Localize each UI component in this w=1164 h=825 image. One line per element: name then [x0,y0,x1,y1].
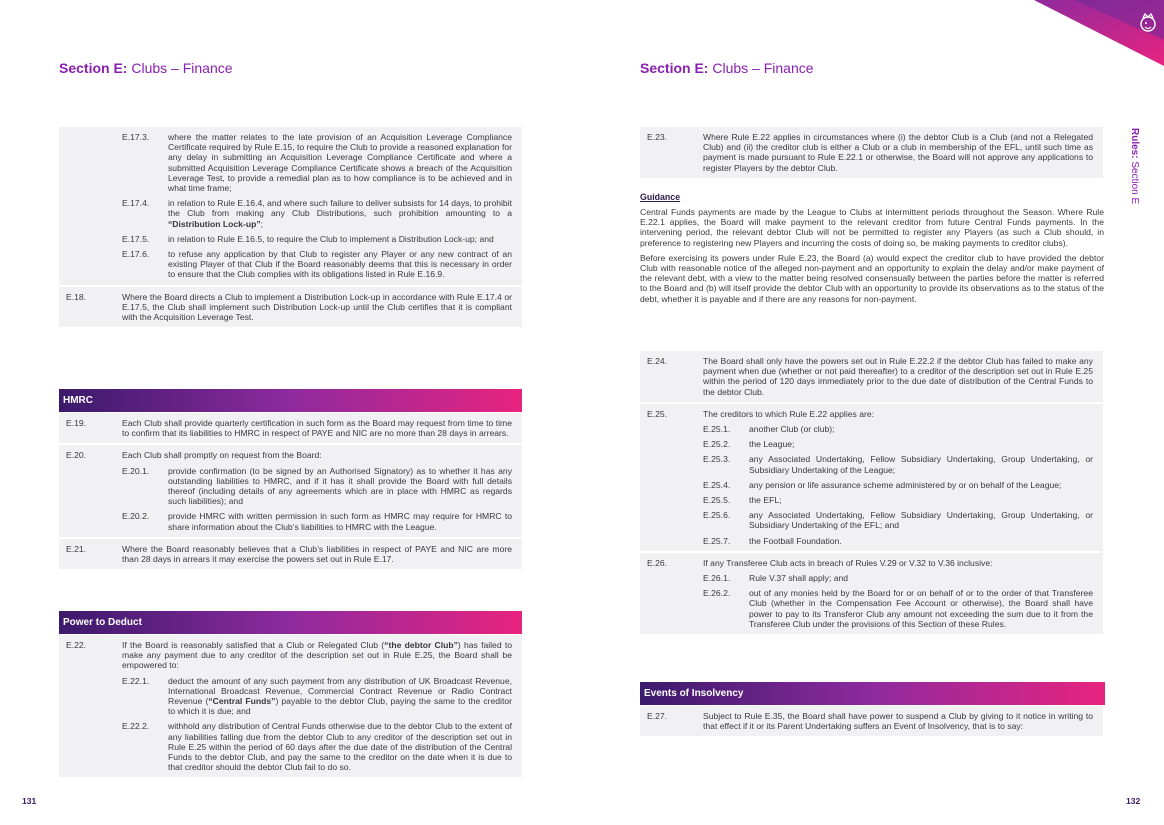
sub-rule-text: Rule V.37 shall apply; and [749,573,849,584]
right-rules-block-2 [640,351,1103,634]
sub-rule-text: the League; [749,439,795,450]
left-rules-block-2 [59,413,522,569]
sub-rule [122,198,512,229]
sub-rule-number: E.26.1. [703,573,731,584]
rule-text: Subject to Rule E.35, the Board shall have power to suspend a Club by giving to it notice in writing to that effect if it or its Parent Undertaking suffers an Event of Insolvency, that is to say: [703,711,1093,732]
sub-rule-text: any pension or life assurance scheme administered by or on behalf of the League; [749,479,1062,490]
sub-rule [122,721,512,772]
rule-number: E.21. [66,543,87,554]
sub-rule-number: E.25.1. [703,424,731,435]
sub-rule-text: where the matter relates to the late provision of an Acquisition Leverage Compliance Certificate required by Rule E.15, to require the Club to provide a reasoned explanation for any delay in submitting an Acquisition Leverage Compliance Certificate and where a submitted Acquisition Leverage Compliance Certificate shows a breach of the Acquisition Leverage Test, to provide a remedial plan as to how compliance is to be achieved and in what time frame; [168,132,512,194]
sub-rule-text: out of any monies held by the Board for or on behalf of or to the order of that Transferee Club (whether in the Compensation Fee Account or otherwise), the Board shall have power to pay to its Transferor Club any amount not exceeding the sum due to it from the Transferee Club under the provisions of this Section of these Rules. [749,588,1093,629]
power-to-deduct-band: Power to Deduct [59,611,522,634]
sub-rule-text: in relation to Rule E.16.4, and where such failure to deliver subsists for 14 days, to prohibit the Club from making any Club Distributions, such prohibition amounting to a “Distribution Lock-up”; [168,198,512,229]
right-section-title: Section E: Clubs – Finance [640,60,814,76]
rule-row [59,413,522,445]
left-rules-block-3 [59,635,522,777]
rule-text: The creditors to which Rule E.22 applies are: [703,408,875,419]
sub-rule-number: E.26.2. [703,588,731,599]
corner-ribbon [1014,0,1164,70]
rule-row [640,706,1103,736]
guidance-paragraph-2: Before exercising its powers under Rule E.23, the Board (a) would expect the creditor club to have provided the debtor Club with reasonable notice of the alleged non-payment and an opportunity to explain the delay and/or make payment of the relevant debt, with a view to the matter being resolved consensually between the parties before the matter is referred to the Board and (b) will itself provide the debtor Club with an opportunity to provide its observations as to the status of the debt, whether it is payable and if there are any reasons for non-payment. [640,252,1104,304]
sub-rule-number: E.22.1. [122,675,150,686]
rule-row [59,287,522,328]
sub-rule [122,132,512,193]
rule-number: E.22. [66,640,87,650]
sub-rule-number: E.17.5. [122,233,150,244]
sub-rule-text: deduct the amount of any such payment from any distribution of UK Broadcast Revenue, International Broadcast Revenue, Commercial Contract Revenue or Radio Contract Revenue (“Central Funds”) payable to the debtor Club, paying the same to the creditor to which it is due; and [168,675,512,717]
sub-rule-text: provide HMRC with written permission in such form as HMRC may require for HMRC to share information about the Club’s liabilities to HMRC with the League. [168,511,512,532]
left-rules-block-1 [59,127,522,327]
guidance-heading: Guidance [640,192,681,202]
right-page [582,0,1164,825]
side-section-label: Rules: Section E [1129,128,1140,205]
rule-number: E.18. [66,291,87,302]
right-rules-block-3 [640,706,1103,736]
sub-rule [703,454,1093,474]
sub-rule-text: withhold any distribution of Central Funds otherwise due to the debtor Club to the extent of any liabilities falling due from the debtor Club to any creditor of the description set out in Rule E.25 within the period of 60 days after the due date of the distribution of the Central Funds to the debtor Club, and pay the same to the creditor on the date when it is due to that creditor should the debtor Club fail to do so. [168,721,512,773]
rule-row [59,539,522,569]
rule-text: If the Board is reasonably satisfied that a Club or Relegated Club (“the debtor Club”) has failed to make any payment due to any creditor of the description set out in Rule E.25, the Board shall be empowered to: [122,640,512,671]
sub-rule [703,588,1093,629]
rule-number: E.23. [647,132,668,142]
sub-rule-text: provide confirmation (to be signed by an Authorised Signatory) as to whether it has any outstanding liabilities to HMRC, and if it has it shall provide the Board with full details thereof (including details of any agreements which are in place with HMRC as regards such liabilities); and [168,465,512,507]
sub-rule-number: E.25.6. [703,510,731,521]
rule-number: E.24. [647,356,668,366]
rule-text: Where Rule E.22 applies in circumstances where (i) the debtor Club is a Club (and not a Relegated Club) and (ii) the creditor club is either a Club or a club in membership of the EFL, until such time as payment is made pursuant to Rule E.22.1 or otherwise, the Board will not approve any applications to register Players by the debtor Club. [703,132,1093,173]
rule-row [640,127,1103,178]
sub-rule [703,424,1093,434]
left-section-title: Section E: Clubs – Finance [59,60,233,76]
rule-text: Where the Board reasonably believes that a Club’s liabilities in respect of PAYE and NIC are more than 28 days in arrears it may exercise the powers set out in Rule E.17. [122,543,512,565]
sub-rule [703,573,1093,583]
sub-rule-number: E.17.6. [122,249,150,260]
sub-rule [122,676,512,717]
sub-rule-text: the EFL; [749,495,782,506]
sub-rule-text: any Associated Undertaking, Fellow Subsidiary Undertaking, Group Undertaking, or Subsidiary Undertaking of the EFL; and [749,510,1093,531]
rule-number: E.27. [647,711,668,721]
rule-text: Each Club shall provide quarterly certification in such form as the Board may request from time to time to confirm that its liabilities to HMRC in respect of PAYE and NIC are no more than 28 days in arrears. [122,418,512,439]
rule-text: If any Transferee Club acts in breach of Rules V.29 or V.32 to V.36 inclusive: [703,557,993,568]
sub-rule [703,536,1093,546]
rule-row [59,635,522,777]
sub-rule-text: any Associated Undertaking, Fellow Subsidiary Undertaking, Group Undertaking, or Subsidiary Undertaking of the League; [749,454,1093,475]
sub-rule-number: E.25.7. [703,535,731,546]
sub-rule-number: E.25.5. [703,495,731,506]
sub-rule [703,439,1093,449]
sub-rule [122,234,512,244]
sub-rule-number: E.25.2. [703,439,731,450]
rule-row [640,404,1103,553]
guidance-text [640,207,1104,309]
page-number-right: 132 [1126,796,1141,806]
right-rules-block-1 [640,127,1103,178]
events-of-insolvency-band: Events of Insolvency [640,682,1105,705]
sub-rule-number: E.17.3. [122,132,150,142]
sub-rule [122,249,512,280]
rule-number: E.26. [647,557,668,568]
rule-text: The Board shall only have the powers set out in Rule E.22.2 if the debtor Club has failed to make any payment when due (whether or not paid thereafter) to a creditor of the description set out in Rule E.25 within the period of 120 days immediately prior to the due date of distribution of the Central Funds to the debtor Club. [703,356,1093,397]
sub-rule [122,466,512,507]
rule-row [640,553,1103,634]
page-number-left: 131 [22,796,37,806]
rule-row [640,351,1103,404]
sub-rule-number: E.20.1. [122,465,150,476]
sub-rule-number: E.20.2. [122,511,150,522]
sub-rule-number: E.25.4. [703,479,731,490]
hmrc-band: HMRC [59,389,522,412]
sub-rule [122,511,512,531]
guidance-paragraph-1: Central Funds payments are made by the League to Clubs at intermittent periods throughout the Season. Where Rule E.22.1 applies, the Board will make payment to the relevant creditor from future Central Funds payments. In the intervening period, the relevant debtor Club will not be permitted to register any Players (as such a Club should, in preference to registering new Players and incurring the costs of doing so, be making payments to creditor clubs). [640,207,1104,248]
sub-rule-number: E.17.4. [122,198,150,209]
sub-rule-text: the Football Foundation. [749,535,842,546]
sub-rule [703,510,1093,530]
rule-row [59,445,522,538]
sub-rule-text: another Club (or club); [749,424,835,435]
rule-number: E.25. [647,408,668,419]
sub-rule-number: E.22.2. [122,721,150,732]
rule-number: E.20. [66,450,87,461]
rule-text: Where the Board directs a Club to implement a Distribution Lock-up in accordance with Rule E.17.4 or E.17.5, the Club shall implement such Distribution Lock-up until the Club certifies that it is compliant with the Acquisition Leverage Test. [122,291,512,323]
sub-rule-number: E.25.3. [703,454,731,465]
rule-number: E.19. [66,418,87,428]
sub-rule [703,495,1093,505]
sub-rule-text: to refuse any application by that Club to register any Player or any new contract of an existing Player of that Club if the Board reasonably deems that this is necessary in order to ensure that the Club complies with its obligations listed in Rule E.16.9. [168,249,512,280]
sub-rule [703,480,1093,490]
rule-text: Each Club shall promptly on request from the Board: [122,450,322,461]
rule-row [59,127,522,287]
sub-rule-text: in relation to Rule E.16.5, to require the Club to implement a Distribution Lock-up; and [168,233,494,244]
